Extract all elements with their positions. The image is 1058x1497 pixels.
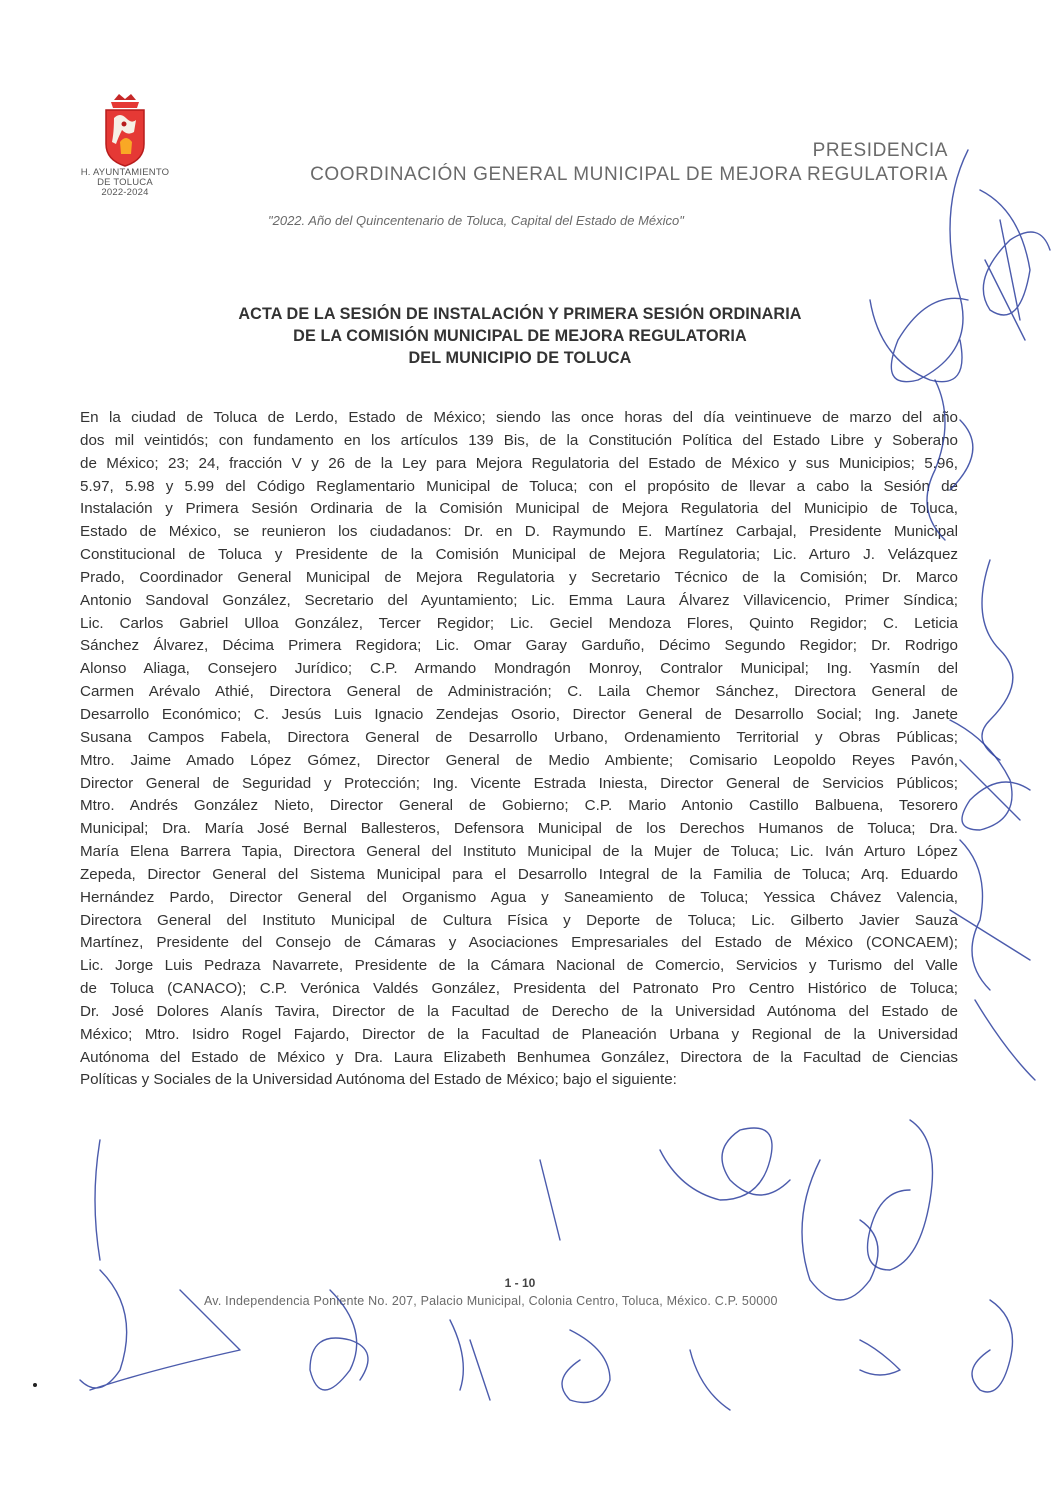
signature-bottom-9 xyxy=(868,1120,933,1270)
signature-right-6 xyxy=(950,840,1030,990)
body-line: Hernández Pardo, Director General del Organismo Agua y Saneamiento de Toluca; Yessica Chávez Valencia, xyxy=(80,888,958,906)
body-line: Lic. Carlos Gabriel Ulloa González, Tercer Regidor; Lic. Geciel Mendoza Flores, Quinto Regidor; C. Leticia xyxy=(80,614,958,632)
signature-bottom-10 xyxy=(860,1340,900,1375)
body-paragraph xyxy=(80,407,958,1092)
body-line: Instalación y Primera Sesión Ordinaria de la Comisión Municipal de Mejora Regulatoria del Municipio de Toluca, xyxy=(80,500,958,518)
body-line: Zepeda, Director General del Sistema Municipal para el Desarrollo Integral de la Familia de Toluca; Arq. Eduardo xyxy=(80,865,958,883)
body-line: de México; 23; 24, fracción V y 26 de la Ley para Mejora Regulatoria del Estado de México y sus Municipios; 5.96, xyxy=(80,454,958,472)
body-line: Mtro. Andrés González Nieto, Director General de Gobierno; C.P. Mario Antonio Castillo Balbuena, Tesorero xyxy=(80,797,958,815)
signature-bottom-4 xyxy=(450,1320,490,1400)
logo-line-period: 2022-2024 xyxy=(101,187,149,198)
header-coordinacion: COORDINACIÓN GENERAL MUNICIPAL DE MEJORA REGULATORIA xyxy=(310,164,948,185)
header-presidencia: PRESIDENCIA xyxy=(812,140,948,161)
body-line: Lic. Jorge Luis Pedraza Navarrete, Presidente de la Cámara Nacional de Comercio, Servicios y Turismo del Valle xyxy=(80,957,958,975)
toluca-coat-of-arms-icon xyxy=(92,92,158,168)
title-line: ACTA DE LA SESIÓN DE INSTALACIÓN Y PRIMERA SESIÓN ORDINARIA xyxy=(238,305,802,323)
body-line: Carmen Arévalo Athié, Directora General de Administración; C. Laila Chemor Sánchez, Directora General de xyxy=(80,683,958,701)
body-line: Estado de México, se reunieron los ciudadanos: Dr. en D. Raymundo E. Martínez Carbajal, Presidente Municipal xyxy=(80,523,958,541)
signature-bottom-12 xyxy=(540,1160,560,1240)
body-line: Sánchez Álvarez, Décima Primera Regidora; Lic. Omar Garay Garduño, Décimo Segundo Regidor; Dr. Rodrigo xyxy=(80,637,958,655)
body-line: En la ciudad de Toluca de Lerdo, Estado de México; siendo las once horas del día veintinueve de marzo del año xyxy=(80,409,958,426)
body-line: Mtro. Jaime Amado López Gómez, Director General de Medio Ambiente; Comisario Leopoldo Reyes Pavón, xyxy=(80,751,958,769)
body-line: México; Mtro. Isidro Rogel Fajardo, Director de la Facultad de Planeación Urbana y Regional de la Universidad xyxy=(80,1025,958,1043)
body-line: Martínez, Presidente del Consejo de Cámaras y Asociaciones Empresariales del Estado de México (CONCAEM); xyxy=(80,934,958,952)
body-line: María Elena Barrera Tapia, Directora General del Instituto Municipal de la Mujer de Toluca; Lic. Iván Arturo López xyxy=(80,843,958,861)
body-line: de Toluca (CANACO); C.P. Verónica Valdés González, Presidenta del Patronato Pro Centro Histórico de Toluca; xyxy=(80,980,958,998)
year-motto: "2022. Año del Quincentenario de Toluca, Capital del Estado de México" xyxy=(268,213,684,228)
signature-right-5 xyxy=(950,720,1030,830)
title-line: DE LA COMISIÓN MUNICIPAL DE MEJORA REGULATORIA xyxy=(293,327,747,345)
signature-right-7 xyxy=(975,1000,1035,1080)
body-line: Autónoma del Estado de México y Dra. Laura Elizabeth Benhumea González, Directora de la Facultad de Ciencias xyxy=(80,1048,958,1066)
signature-bottom-11 xyxy=(972,1300,1013,1392)
body-line: 5.97, 5.98 y 5.99 del Código Reglamentario Municipal de Toluca; con el propósito de llevar a cabo la Sesión de xyxy=(80,477,958,495)
body-line-last: Políticas y Sociales de la Universidad Autónoma del Estado de México; bajo el siguiente: xyxy=(80,1071,677,1089)
body-line: Desarrollo Económico; C. Jesús Luis Ignacio Zendejas Osorio, Director General de Desarrollo Social; Ing. Janete xyxy=(80,705,958,723)
page-number: 1 - 10 xyxy=(504,1276,536,1290)
body-line: dos mil veintidós; con fundamento en los artículos 139 Bis, de la Constitución Política del Estado Libre y Soberano xyxy=(80,431,958,449)
body-line: Susana Campos Fabela, Directora General de Desarrollo Urbano, Ordenamiento Territorial y Obras Públicas; xyxy=(80,728,958,746)
signature-right-2 xyxy=(980,190,1050,340)
letterhead-header xyxy=(310,140,948,186)
signature-bottom-1 xyxy=(95,1140,100,1260)
body-line: Director General de Seguridad y Protección; Ing. Vicente Estrada Iniesta, Director General de Servicios Públicos; xyxy=(80,774,958,792)
body-line: Antonio Sandoval González, Secretario del Ayuntamiento; Lic. Emma Laura Álvarez Villavicencio, Primer Síndica; xyxy=(80,591,958,609)
signature-right-4 xyxy=(982,560,1013,760)
signature-bottom-6 xyxy=(660,1128,790,1200)
body-line: Alonso Aliaga, Consejero Jurídico; C.P. Armando Mondragón Monroy, Contralor Municipal; Ing. Yasmín del xyxy=(80,660,958,678)
signature-bottom-5 xyxy=(562,1330,610,1403)
footer-address: Av. Independencia Poniente No. 207, Palacio Municipal, Colonia Centro, Toluca, México. C.P. 50000 xyxy=(204,1294,778,1308)
logo-line-ayuntamiento: H. AYUNTAMIENTO xyxy=(80,167,170,178)
signature-bottom-7 xyxy=(690,1350,730,1410)
body-line: Directora General del Instituto Municipal de Cultura Física y Deporte de Toluca; Lic. Gilberto Javier Sauza xyxy=(80,911,958,929)
body-line: Constitucional de Toluca y Presidente de la Comisión Municipal de Mejora Regulatoria; Lic. Arturo J. Velázquez xyxy=(80,546,958,564)
body-line: Prado, Coordinador General Municipal de Mejora Regulatoria y Secretario Técnico de la Comisión; Dr. Marco xyxy=(80,568,958,586)
stray-dot xyxy=(33,1383,37,1387)
document-title xyxy=(150,303,890,369)
body-line: Dr. José Dolores Alanís Tavira, Director de la Facultad de Derecho de la Universidad Autónoma del Estado de xyxy=(80,1002,958,1020)
title-line: DEL MUNICIPIO DE TOLUCA xyxy=(408,349,632,367)
body-line: Municipal; Dra. María José Bernal Ballesteros, Defensora Municipal de los Derechos Humanos de Toluca; Dra. xyxy=(80,820,958,838)
logo-line-toluca: DE TOLUCA xyxy=(97,177,153,188)
municipal-logo xyxy=(70,92,180,198)
